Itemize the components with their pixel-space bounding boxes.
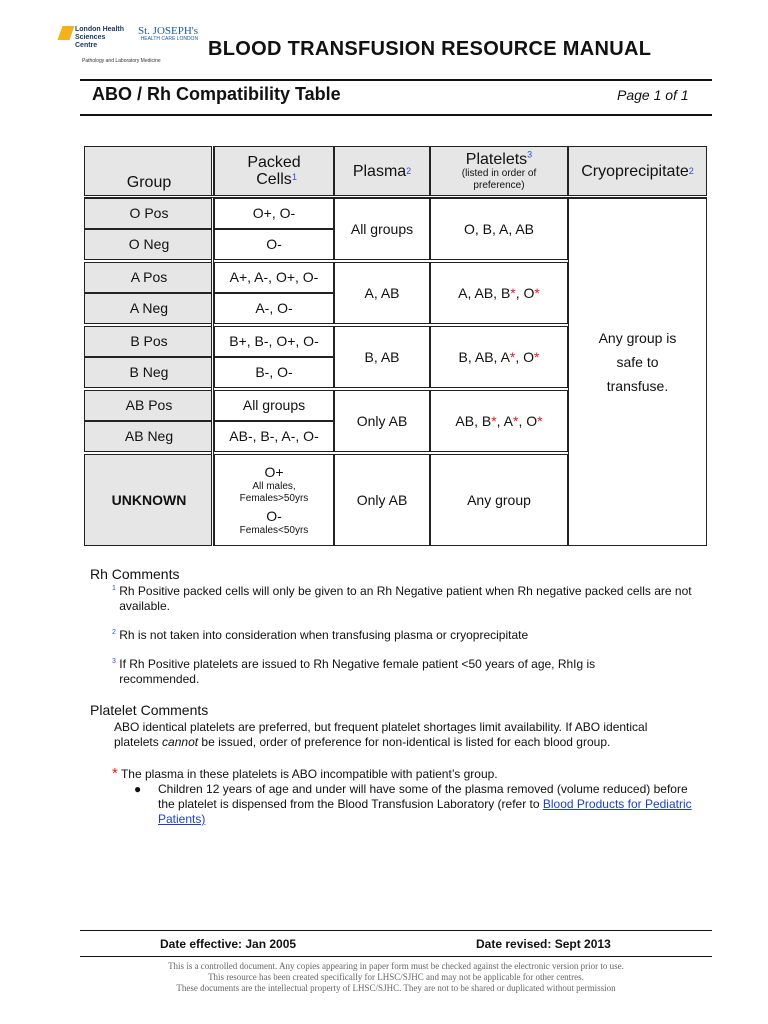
rh-note-3 bbox=[112, 657, 702, 687]
group-label: O Neg bbox=[128, 236, 170, 252]
plasma-value: Only AB bbox=[356, 491, 408, 508]
disclaimer-line-2: This resource has been created specifically for LHSC/SJHC and may not be applicable for other centres. bbox=[208, 972, 584, 982]
column-double-rule bbox=[211, 146, 214, 546]
platelet-para-part-2: be issued, order of preference for non-identical is listed for each blood group. bbox=[201, 735, 611, 749]
group-cell bbox=[84, 326, 214, 357]
platelet-comments-title: Platelet Comments bbox=[90, 702, 209, 718]
group-label: B Neg bbox=[129, 364, 169, 380]
group-cell bbox=[84, 293, 214, 324]
asterisk-icon: * bbox=[491, 412, 497, 429]
asterisk-note-text: The plasma in these platelets is ABO incompatible with patient’s group. bbox=[120, 767, 498, 781]
packed-cell bbox=[214, 326, 334, 357]
header-platelets-label: Platelets bbox=[465, 150, 528, 168]
group-label: UNKNOWN bbox=[111, 491, 187, 508]
asterisk-icon: * bbox=[513, 412, 519, 429]
cryo-cell bbox=[568, 198, 707, 546]
rh-note-3-text: If Rh Positive platelets are issued to Rh Negative female patient <50 years of age, RhIg is recommended. bbox=[119, 657, 596, 686]
page-number: Page 1 of 1 bbox=[617, 87, 689, 103]
packed-cell bbox=[214, 198, 334, 229]
header-platelets-note: (listed in order of preference) bbox=[461, 167, 537, 191]
pediatric-products-link[interactable]: Blood Products for Pediatric Patients) bbox=[158, 797, 692, 826]
rh-note-1 bbox=[112, 584, 702, 614]
header-plasma-label: Plasma bbox=[352, 162, 407, 180]
plasma-cell-unknown bbox=[334, 454, 430, 546]
packed-cell bbox=[214, 421, 334, 452]
rh-note-2-text: Rh is not taken into consideration when transfusing plasma or cryoprecipitate bbox=[119, 628, 529, 642]
group-cell bbox=[84, 421, 214, 452]
packed-option-2: O- bbox=[266, 507, 282, 524]
manual-title: BLOOD TRANSFUSION RESOURCE MANUAL bbox=[208, 38, 652, 60]
platelets-cell bbox=[430, 390, 568, 452]
header-platelets-title bbox=[466, 151, 532, 168]
platelets-value: A, AB, B*, O* bbox=[458, 284, 540, 301]
lhsc-logo-mark-icon bbox=[57, 26, 74, 40]
group-cell bbox=[84, 262, 214, 293]
packed-option-2-note: Females<50yrs bbox=[239, 524, 309, 536]
disclaimer-line-3: These documents are the intellectual property of LHSC/SJHC. They are not to be shared or duplicated without permission bbox=[176, 983, 616, 993]
bullet-icon: ● bbox=[134, 782, 142, 796]
header-double-rule bbox=[84, 195, 707, 198]
packed-value: A+, A-, O+, O- bbox=[229, 269, 319, 285]
header-group bbox=[84, 146, 214, 196]
packed-value: B-, O- bbox=[255, 364, 293, 380]
packed-value: A-, O- bbox=[255, 300, 293, 316]
date-effective: Date effective: Jan 2005 bbox=[160, 937, 297, 951]
hospital-logos bbox=[60, 26, 200, 70]
group-label: A Pos bbox=[130, 269, 168, 285]
plasma-cell bbox=[334, 326, 430, 388]
rh-note-3-sup: 3 bbox=[112, 658, 116, 665]
packed-option-1-note: All males, Females>50yrs bbox=[239, 480, 309, 504]
platelets-cell bbox=[430, 326, 568, 388]
packed-cell bbox=[214, 229, 334, 260]
platelets-value: Any group bbox=[467, 491, 531, 508]
packed-cell-unknown bbox=[214, 454, 334, 546]
sjhc-logo-text: St. JOSEPH's bbox=[138, 25, 199, 37]
header-packed-label: Packed Cells bbox=[247, 154, 301, 188]
group-label: B Pos bbox=[130, 333, 168, 349]
packed-value: O- bbox=[266, 236, 282, 252]
group-label: AB Pos bbox=[125, 397, 173, 413]
platelets-cell bbox=[430, 198, 568, 260]
asterisk-icon: * bbox=[509, 348, 516, 365]
platelet-para-emphasis: cannot bbox=[162, 735, 199, 749]
plasma-cell bbox=[334, 262, 430, 324]
footer-divider bbox=[80, 930, 712, 931]
logo-department-text: Pathology and Laboratory Medicine bbox=[82, 58, 161, 64]
asterisk-icon: * bbox=[510, 284, 516, 301]
group-label: A Neg bbox=[129, 300, 169, 316]
platelets-cell bbox=[430, 262, 568, 324]
platelets-cell-unknown bbox=[430, 454, 568, 546]
pediatric-bullet-text: Children 12 years of age and under will have some of the plasma removed (volume reduced) before the platelet is dispensed from the Blood Transfusion Laboratory (refer to bbox=[158, 782, 688, 811]
packed-cell bbox=[214, 357, 334, 388]
platelets-value: O, B, A, AB bbox=[463, 220, 535, 237]
plasma-cell bbox=[334, 390, 430, 452]
packed-cell bbox=[214, 390, 334, 421]
header-divider bbox=[80, 79, 712, 81]
header-group-label: Group bbox=[126, 174, 172, 191]
plasma-value: B, AB bbox=[364, 348, 400, 365]
title-divider bbox=[80, 114, 712, 116]
date-revised: Date revised: Sept 2013 bbox=[476, 937, 611, 951]
header-platelets-sup: 3 bbox=[527, 149, 533, 160]
plasma-value: A, AB bbox=[364, 284, 400, 301]
header-cryo-label: Cryoprecipitate bbox=[581, 162, 689, 180]
platelet-para-part-1: ABO identical platelets are preferred, but frequent platelet shortages limit availability. If ABO identical platelets bbox=[114, 720, 648, 749]
asterisk-icon: * bbox=[112, 765, 118, 782]
asterisk-icon: * bbox=[537, 412, 543, 429]
packed-cell bbox=[214, 293, 334, 324]
header-packed-cells: Packed Cells 1 bbox=[214, 146, 334, 196]
rh-note-1-sup: 1 bbox=[112, 585, 116, 592]
header-plasma: Plasma 2 bbox=[334, 146, 430, 196]
plasma-value: All groups bbox=[350, 220, 414, 237]
packed-cell bbox=[214, 262, 334, 293]
lhsc-logo-text: London Health Sciences Centre bbox=[75, 26, 124, 49]
rh-comments-title: Rh Comments bbox=[90, 566, 180, 582]
cryo-value: Any group is safe to transfuse. bbox=[598, 330, 677, 394]
asterisk-icon: * bbox=[534, 348, 540, 365]
header-cryo: Cryoprecipitate 2 bbox=[568, 146, 707, 196]
footer-divider-2 bbox=[80, 956, 712, 957]
group-cell bbox=[84, 390, 214, 421]
platelet-comments-paragraph bbox=[114, 720, 684, 750]
group-cell bbox=[84, 198, 214, 229]
plasma-value: Only AB bbox=[356, 412, 408, 429]
platelets-value: B, AB, A*, O* bbox=[458, 348, 540, 365]
group-label: O Pos bbox=[129, 205, 169, 221]
packed-value: B+, B-, O+, O- bbox=[229, 333, 319, 349]
rh-note-2-sup: 2 bbox=[112, 629, 116, 636]
disclaimer bbox=[100, 961, 692, 994]
group-cell-unknown bbox=[84, 454, 214, 546]
sjhc-logo-subtext: HEALTH CARE LONDON bbox=[140, 36, 199, 42]
packed-value: O+, O- bbox=[252, 205, 296, 221]
rh-note-2 bbox=[112, 628, 702, 643]
packed-value: AB-, B-, A-, O- bbox=[229, 428, 319, 444]
platelets-value: AB, B*, A*, O* bbox=[455, 412, 543, 429]
pediatric-bullet bbox=[134, 782, 694, 827]
packed-option-1: O+ bbox=[264, 463, 284, 480]
group-label: AB Neg bbox=[124, 428, 174, 444]
header-platelets bbox=[430, 146, 568, 196]
page-title: ABO / Rh Compatibility Table bbox=[92, 84, 341, 104]
lhsc-logo bbox=[60, 26, 127, 50]
rh-note-1-text: Rh Positive packed cells will only be given to an Rh Negative patient when Rh negative packed cells are not available. bbox=[119, 584, 692, 613]
disclaimer-line-1: This is a controlled document. Any copies appearing in paper form must be checked against the electronic version prior to use. bbox=[168, 961, 624, 971]
plasma-cell bbox=[334, 198, 430, 260]
pediatric-bullet-body bbox=[158, 782, 694, 827]
sjhc-logo bbox=[138, 26, 198, 42]
compatibility-table bbox=[84, 146, 707, 546]
asterisk-icon: * bbox=[534, 284, 540, 301]
asterisk-note bbox=[112, 766, 702, 782]
group-cell bbox=[84, 357, 214, 388]
group-cell bbox=[84, 229, 214, 260]
packed-value: All groups bbox=[242, 397, 306, 413]
